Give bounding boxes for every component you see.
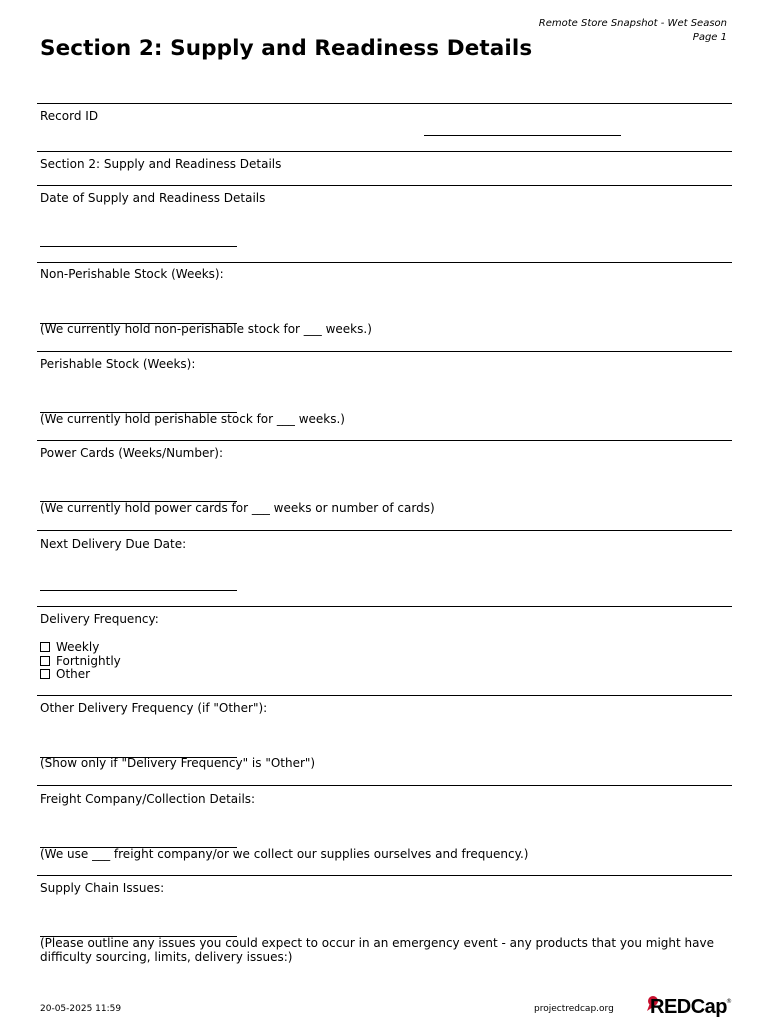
option-label: Fortnightly bbox=[56, 654, 121, 668]
non-perishable-label: Non-Perishable Stock (Weeks): bbox=[40, 267, 224, 281]
date-field[interactable] bbox=[40, 246, 237, 247]
checkbox[interactable] bbox=[40, 656, 50, 666]
divider bbox=[37, 262, 732, 263]
power-cards-label: Power Cards (Weeks/Number): bbox=[40, 446, 224, 460]
perishable-note: (We currently hold perishable stock for ___ weeks.) bbox=[40, 412, 345, 426]
supply-issues-note: (Please outline any issues you could expect to occur in an emergency event - any products that you might have difficulty sourcing, limits, delivery issues:) bbox=[40, 936, 714, 964]
divider bbox=[37, 785, 732, 786]
page-title: Section 2: Supply and Readiness Details bbox=[40, 36, 533, 61]
divider bbox=[37, 606, 732, 607]
next-delivery-label: Next Delivery Due Date: bbox=[40, 537, 187, 551]
divider bbox=[37, 103, 732, 104]
freight-label: Freight Company/Collection Details: bbox=[40, 792, 256, 806]
checkbox-option-other[interactable] bbox=[40, 667, 90, 681]
delivery-frequency-label: Delivery Frequency: bbox=[40, 612, 159, 626]
record-id-field[interactable] bbox=[424, 135, 621, 136]
next-delivery-field[interactable] bbox=[40, 590, 237, 591]
power-cards-note: (We currently hold power cards for ___ weeks or number of cards) bbox=[40, 501, 435, 515]
option-label: Weekly bbox=[56, 640, 100, 654]
divider bbox=[37, 185, 732, 186]
divider bbox=[37, 695, 732, 696]
divider bbox=[37, 530, 732, 531]
perishable-label: Perishable Stock (Weeks): bbox=[40, 357, 196, 371]
date-label: Date of Supply and Readiness Details bbox=[40, 191, 266, 205]
checkbox[interactable] bbox=[40, 669, 50, 679]
supply-issues-label: Supply Chain Issues: bbox=[40, 881, 165, 895]
footer-timestamp: 20-05-2025 11:59 bbox=[40, 1004, 122, 1014]
survey-name: Remote Store Snapshot - Wet Season bbox=[538, 18, 727, 29]
divider bbox=[37, 875, 732, 876]
divider bbox=[37, 351, 732, 352]
non-perishable-note: (We currently hold non-perishable stock for ___ weeks.) bbox=[40, 322, 372, 336]
option-label: Other bbox=[56, 667, 91, 681]
checkbox-option-weekly[interactable] bbox=[40, 640, 99, 654]
page-number: Page 1 bbox=[692, 32, 727, 43]
registered-mark: ® bbox=[726, 998, 732, 1005]
redcap-logo-text: REDCap bbox=[650, 996, 728, 1018]
section-header-label: Section 2: Supply and Readiness Details bbox=[40, 157, 282, 171]
checkbox-option-fortnightly[interactable] bbox=[40, 654, 121, 668]
other-frequency-note: (Show only if "Delivery Frequency" is "Other") bbox=[40, 756, 316, 770]
page-header bbox=[539, 17, 727, 45]
freight-note: (We use ___ freight company/or we collect our supplies ourselves and frequency.) bbox=[40, 847, 529, 861]
checkbox[interactable] bbox=[40, 642, 50, 652]
footer-site: projectredcap.org bbox=[534, 1004, 614, 1014]
divider bbox=[37, 440, 732, 441]
other-frequency-label: Other Delivery Frequency (if "Other"): bbox=[40, 701, 268, 715]
record-id-label: Record ID bbox=[40, 109, 99, 123]
divider bbox=[37, 151, 732, 152]
